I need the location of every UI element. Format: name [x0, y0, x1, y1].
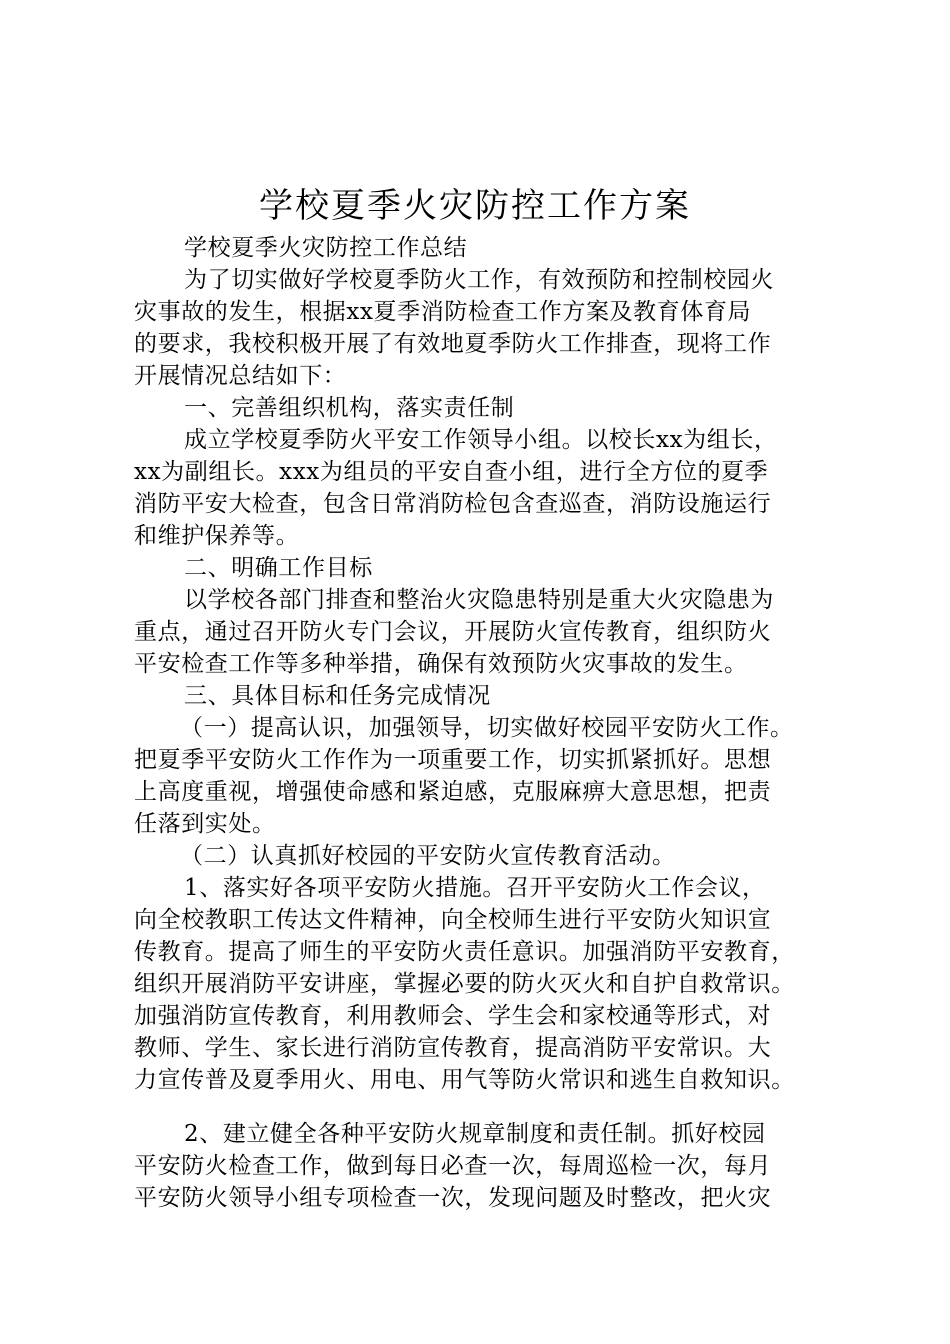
paragraph-line: 任落到实处。: [134, 811, 276, 837]
paragraph-line: 消防平安大检查，包含日常消防检包含查巡查，消防设施运行: [134, 491, 772, 517]
paragraph-line: 平安检查工作等多种举措，确保有效预防火灾事故的发生。: [134, 651, 748, 677]
paragraph-line: 上高度重视，增强使命感和紧迫感，克服麻痹大意思想，把责: [134, 779, 772, 805]
paragraph-line: 为了切实做好学校夏季防火工作，有效预防和控制校园火: [184, 267, 774, 293]
paragraph-line: xx为副组长。xxx为组员的平安自查小组，进行全方位的夏季: [134, 459, 769, 485]
paragraph-line: 1、落实好各项平安防火措施。召开平安防火工作会议，: [184, 875, 766, 901]
paragraph-line: 成立学校夏季防火平安工作领导小组。以校长xx为组长，: [184, 427, 778, 453]
paragraph-line: 的要求，我校积极开展了有效地夏季防火工作排查，现将工作: [134, 331, 772, 357]
paragraph-line: 以学校各部门排查和整治火灾隐患特别是重大火灾隐患为: [184, 587, 774, 613]
subsection-heading-2: （二）认真抓好校园的平安防火宣传教育活动。: [180, 843, 676, 869]
paragraph-line: 和维护保养等。: [134, 523, 300, 549]
paragraph-line: 组织开展消防平安讲座，掌握必要的防火灭火和自护自救常识。: [134, 971, 795, 997]
paragraph-line: 加强消防宣传教育，利用教师会、学生会和家校通等形式，对: [134, 1003, 772, 1029]
paragraph-line: 教师、学生、家长进行消防宣传教育，提高消防平安常识。大: [134, 1035, 772, 1061]
paragraph-line: 平安防火检查工作，做到每日必查一次，每周巡检一次，每月: [134, 1153, 772, 1179]
paragraph-line: 开展情况总结如下：: [134, 363, 347, 389]
paragraph-line: 灾事故的发生，根据xx夏季消防检查工作方案及教育体育局: [134, 299, 752, 325]
paragraph-line: 传教育。提高了师生的平安防火责任意识。加强消防平安教育，: [134, 939, 795, 965]
paragraph-line: 向全校教职工传达文件精神，向全校师生进行平安防火知识宣: [134, 907, 772, 933]
section-heading-1: 一、完善组织机构，落实责任制: [184, 395, 515, 421]
paragraph-line: 2、建立健全各种平安防火规章制度和责任制。抓好校园: [184, 1121, 766, 1147]
paragraph-line: 平安防火领导小组专项检查一次，发现问题及时整改，把火灾: [134, 1185, 772, 1211]
subsection-heading-1: （一）提高认识，加强领导，切实做好校园平安防火工作。: [180, 715, 794, 741]
section-heading-summary: 学校夏季火灾防控工作总结: [184, 235, 468, 261]
paragraph-line: 力宣传普及夏季用火、用电、用气等防火常识和逃生自救知识。: [134, 1067, 795, 1093]
paragraph-line: 把夏季平安防火工作作为一项重要工作，切实抓紧抓好。思想: [134, 747, 772, 773]
paragraph-line: 重点，通过召开防火专门会议，开展防火宣传教育，组织防火: [134, 619, 772, 645]
document-title: 学校夏季火灾防控工作方案: [259, 186, 691, 226]
section-heading-3: 三、具体目标和任务完成情况: [184, 683, 491, 709]
section-heading-2: 二、明确工作目标: [184, 555, 373, 581]
